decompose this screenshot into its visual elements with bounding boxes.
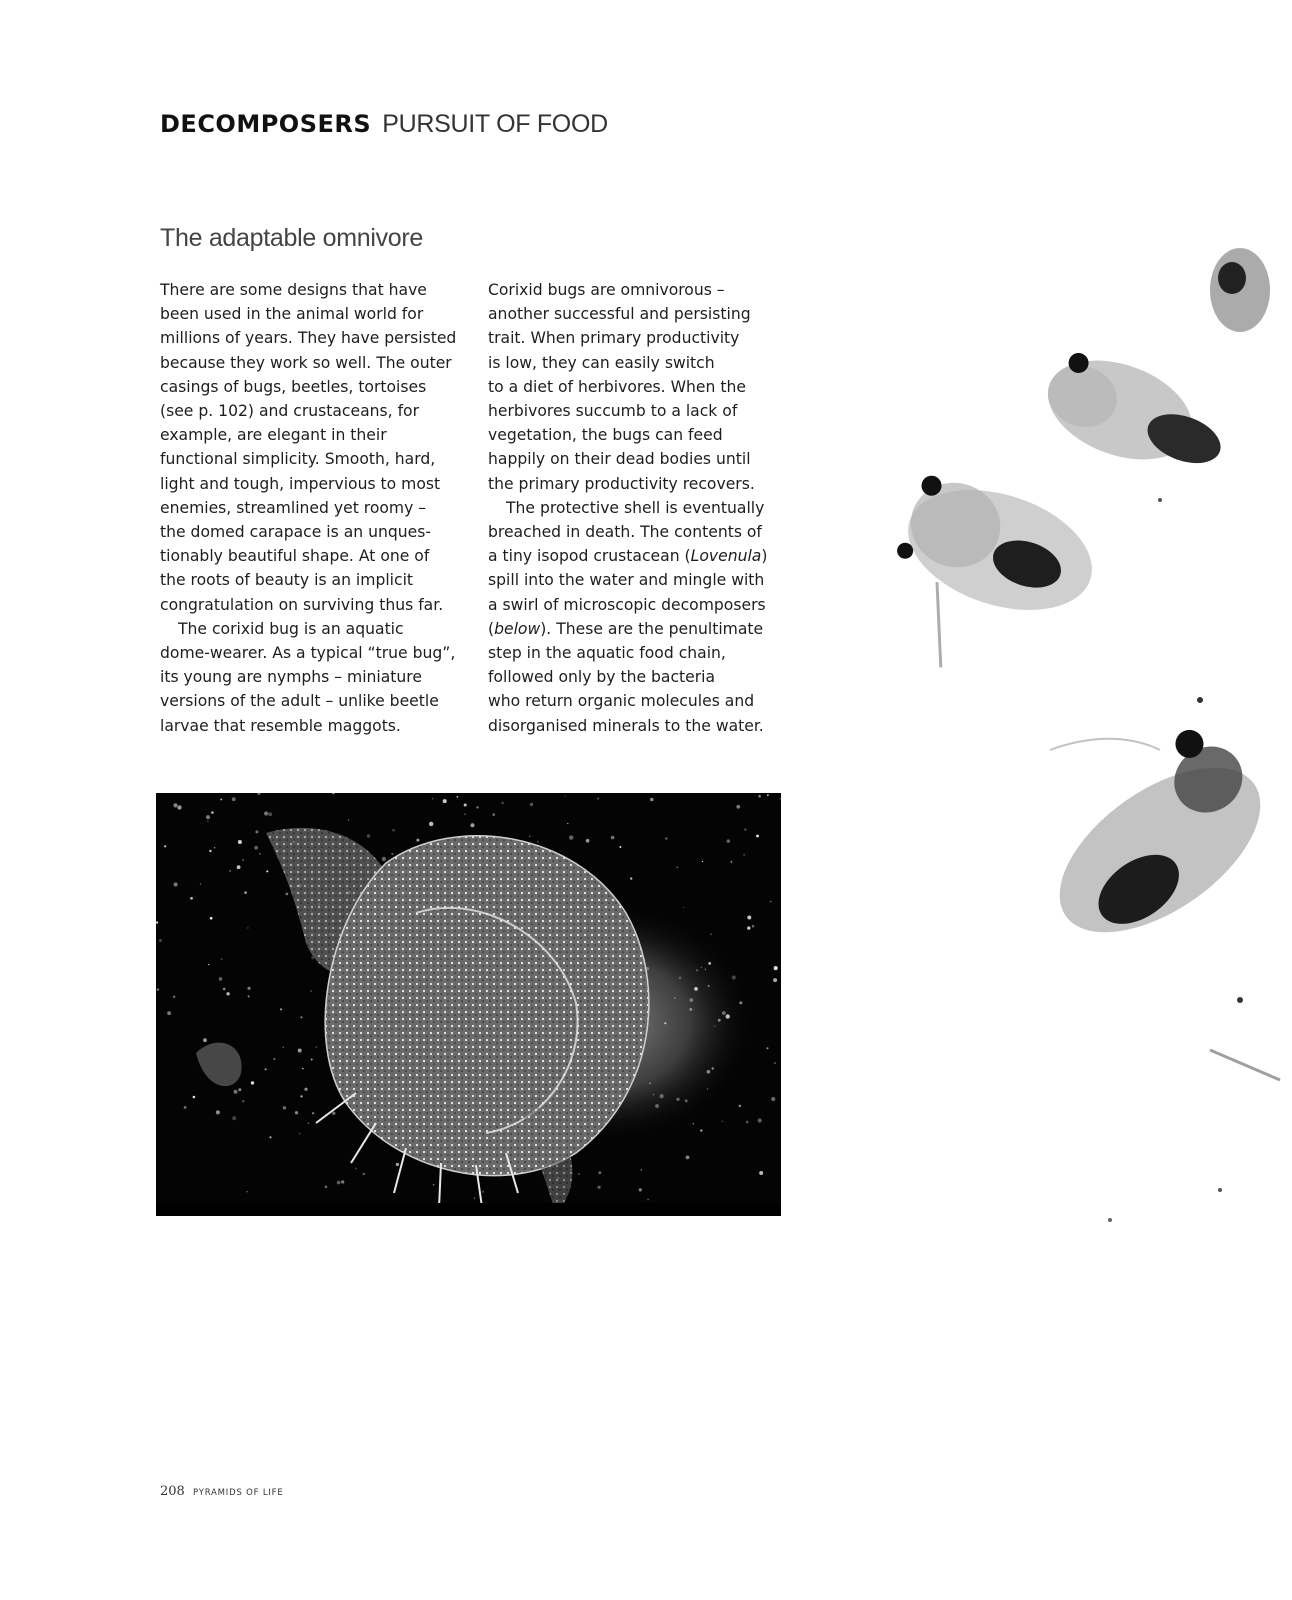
particle: [464, 813, 466, 815]
text-line: The protective shell is eventually: [506, 498, 765, 517]
particle: [744, 828, 746, 830]
particle: [238, 840, 242, 844]
text-line: is low, they can easily switch: [488, 353, 715, 372]
particle: [223, 988, 226, 991]
particle: [226, 992, 229, 995]
particle: [210, 917, 213, 920]
particle: [722, 1121, 723, 1122]
particle: [208, 964, 209, 965]
particle: [216, 1110, 220, 1114]
particle: [578, 1173, 580, 1175]
particle: [471, 823, 475, 827]
particle: [598, 1186, 601, 1189]
particle: [299, 1133, 301, 1135]
particle: [156, 921, 158, 923]
text-line: larvae that resemble maggots.: [160, 716, 401, 735]
species-name: Lovenula: [690, 547, 762, 566]
particle: [476, 806, 478, 808]
particle: [767, 1047, 769, 1049]
text-line: [488, 617, 788, 641]
text-line: who return organic molecules and: [488, 692, 755, 711]
particle: [429, 822, 433, 826]
specimen-bug: [867, 467, 1108, 703]
particle: [747, 916, 751, 920]
particle: [443, 799, 447, 803]
particle: [530, 803, 533, 806]
isopod-micrograph: [156, 793, 781, 1216]
text-column-right: [488, 278, 788, 738]
particle: [164, 845, 166, 847]
particle: [650, 798, 654, 802]
particle: [264, 811, 268, 815]
particle: [676, 867, 678, 869]
particle: [537, 841, 539, 843]
particle: [265, 1068, 267, 1070]
particle: [238, 1088, 241, 1091]
particle: [220, 799, 222, 801]
particle: [248, 995, 250, 997]
particle: [266, 870, 268, 872]
particle: [304, 1088, 307, 1091]
particle: [254, 846, 258, 850]
particle: [286, 893, 289, 896]
page-footer: [160, 1484, 284, 1499]
particle: [302, 1068, 304, 1070]
particle: [743, 854, 745, 856]
particle: [597, 798, 599, 800]
particle: [665, 837, 667, 839]
text-line: functional simplicity. Smooth, hard,: [160, 450, 436, 469]
particle: [382, 857, 386, 861]
text-line: There are some designs that have: [160, 281, 427, 299]
particle: [758, 1118, 762, 1122]
section-subtitle: PURSUIT OF FOOD: [382, 110, 608, 138]
section-label: DECOMPOSERS: [160, 110, 372, 138]
text-line: breached in death. The contents of: [488, 523, 762, 542]
particle: [433, 1184, 435, 1186]
particle: [759, 1171, 763, 1175]
particle: [641, 1169, 642, 1170]
text-line: trait. When primary productivity: [488, 329, 740, 348]
particle: [211, 811, 214, 814]
particle: [200, 883, 202, 885]
particle: [700, 1129, 702, 1131]
particle: [283, 1106, 286, 1109]
particle: [244, 891, 247, 894]
micrograph-illustration: [156, 793, 781, 1216]
particle: [348, 819, 349, 820]
particle: [259, 853, 261, 855]
particle: [283, 1047, 285, 1049]
text-line: happily on their dead bodies until: [488, 450, 751, 469]
particle: [332, 1112, 335, 1115]
emphasis: below: [494, 619, 541, 638]
particle: [273, 1058, 275, 1060]
text-line: congratulation on surviving thus far.: [160, 595, 444, 614]
particle: [639, 1188, 642, 1191]
paragraph: [160, 617, 460, 738]
particle: [363, 1173, 365, 1175]
article-title: The adaptable omnivore: [160, 224, 424, 252]
particle: [774, 1062, 776, 1064]
specimen-bug: [1210, 248, 1270, 332]
particle: [177, 805, 181, 809]
page-number: 208: [160, 1484, 185, 1499]
particle: [206, 815, 210, 819]
particle: [251, 1081, 254, 1084]
particle: [219, 977, 223, 981]
particle: [747, 926, 750, 929]
text-line: followed only by the bacteria: [488, 668, 716, 687]
specimen-illustration: [860, 220, 1292, 1420]
particle: [193, 1096, 196, 1099]
particle: [242, 859, 244, 861]
particle: [167, 1011, 171, 1015]
particle: [502, 802, 504, 804]
particle: [295, 1111, 298, 1114]
particle: [569, 835, 573, 839]
text-line: disorganised minerals to the water.: [488, 716, 764, 735]
text-line: [488, 544, 788, 568]
particle: [739, 1105, 741, 1107]
particle: [464, 804, 467, 807]
particle: [310, 990, 311, 991]
particle: [237, 865, 241, 869]
particle: [337, 1181, 341, 1185]
particle: [774, 966, 778, 970]
page-header: [160, 110, 608, 139]
text-line: versions of the adult – unlike beetle: [160, 692, 439, 711]
particle: [174, 882, 178, 886]
particle: [316, 1046, 318, 1048]
text-column-left: [160, 278, 460, 738]
particle: [173, 996, 176, 999]
text-line: the domed carapace is an unques-: [160, 523, 432, 542]
text-line: the roots of beauty is an implicit: [160, 571, 414, 590]
particle: [702, 861, 703, 862]
particle: [767, 794, 769, 796]
particle: [159, 939, 162, 942]
particle: [770, 901, 771, 902]
text-line: Corixid bugs are omnivorous –: [488, 281, 725, 299]
text-run: ): [761, 547, 768, 566]
particle: [214, 847, 215, 848]
particle: [396, 1163, 399, 1166]
particle: [710, 933, 712, 935]
particle: [771, 1097, 775, 1101]
specimen-bug: [1018, 715, 1289, 965]
particle: [229, 870, 231, 872]
particle: [492, 813, 495, 816]
running-title: PYRAMIDS OF LIFE: [192, 1488, 284, 1498]
text-line: casings of bugs, beetles, tortoises: [160, 377, 427, 396]
particle: [268, 812, 272, 816]
particle: [780, 798, 781, 799]
particle: [269, 1136, 271, 1138]
text-line: millions of years. They have persisted: [160, 329, 457, 348]
text-line: its young are nymphs – miniature: [160, 668, 422, 687]
particle: [746, 1121, 749, 1124]
text-line: enemies, streamlined yet roomy –: [160, 498, 427, 517]
particle: [221, 958, 223, 960]
particle: [474, 1198, 475, 1199]
particle: [173, 803, 177, 807]
particle: [752, 925, 755, 928]
particle: [686, 1156, 690, 1160]
text-line: dome-wearer. As a typical “true bug”,: [160, 644, 456, 663]
text-line: The corixid bug is an aquatic: [178, 619, 404, 638]
text-line: example, are elegant in their: [160, 426, 387, 445]
text-run: (: [488, 619, 495, 638]
particle: [300, 1016, 302, 1018]
paragraph: [160, 278, 460, 617]
specimen-bug: [1034, 342, 1237, 489]
particle: [731, 861, 733, 863]
particle: [619, 846, 621, 848]
text-line: been used in the animal world for: [160, 305, 424, 324]
paragraph: [488, 278, 788, 496]
particle: [457, 796, 459, 798]
particle: [298, 1049, 302, 1053]
particle: [232, 797, 236, 801]
particle: [234, 1090, 238, 1094]
isopod-body: [325, 836, 649, 1176]
particle: [312, 1112, 314, 1114]
particle: [242, 1100, 244, 1102]
particle: [247, 927, 249, 929]
particle: [190, 897, 193, 900]
particle: [758, 795, 761, 798]
particle: [683, 907, 684, 908]
particle: [325, 1186, 328, 1189]
particle: [598, 1171, 601, 1174]
particle: [308, 1122, 310, 1124]
particle: [630, 877, 632, 879]
text-line: to a diet of herbivores. When the: [488, 377, 746, 396]
particle: [482, 1191, 484, 1193]
text-line: herbivores succumb to a lack of: [488, 402, 738, 421]
corixid-bug-specimens: [860, 220, 1292, 1420]
text-line: step in the aquatic food chain,: [488, 644, 726, 663]
particle: [392, 829, 395, 832]
paragraph: [488, 496, 788, 738]
particle: [207, 820, 209, 822]
particle: [341, 1180, 344, 1183]
particle: [311, 1059, 313, 1061]
particle: [564, 796, 565, 797]
particle: [157, 988, 159, 990]
particle: [246, 1191, 247, 1192]
particle: [647, 1199, 649, 1201]
particle: [611, 836, 615, 840]
particle: [773, 978, 777, 982]
text-line: (see p. 102) and crustaceans, for: [160, 402, 420, 421]
particle: [280, 1008, 282, 1010]
particle: [391, 853, 393, 855]
particle: [727, 839, 730, 842]
particle: [432, 798, 433, 799]
particle: [529, 836, 530, 837]
particle: [756, 835, 759, 838]
particle: [586, 839, 590, 843]
particle: [255, 830, 258, 833]
particle: [567, 823, 568, 824]
text-line: light and tough, impervious to most: [160, 474, 441, 493]
text-line: because they work so well. The outer: [160, 353, 452, 372]
text-line: vegetation, the bugs can feed: [488, 426, 723, 445]
text-run: a tiny isopod crustacean (: [488, 547, 691, 566]
particle: [300, 1095, 302, 1097]
particle: [693, 1123, 694, 1124]
text-line: spill into the water and mingle with: [488, 571, 765, 590]
text-line: tionably beautiful shape. At one of: [160, 547, 430, 566]
particle: [232, 1116, 236, 1120]
text-line: a swirl of microscopic decomposers: [488, 595, 766, 614]
text-line: the primary productivity recovers.: [488, 474, 755, 493]
particle: [209, 850, 211, 852]
text-line: another successful and persisting: [488, 305, 751, 324]
particle: [247, 987, 250, 990]
particle: [416, 839, 419, 842]
text-run: ). These are the penultimate: [540, 619, 764, 638]
particle: [184, 1106, 187, 1109]
particle: [355, 1168, 357, 1170]
particle: [203, 1038, 207, 1042]
particle: [736, 805, 740, 809]
particle: [367, 834, 370, 837]
